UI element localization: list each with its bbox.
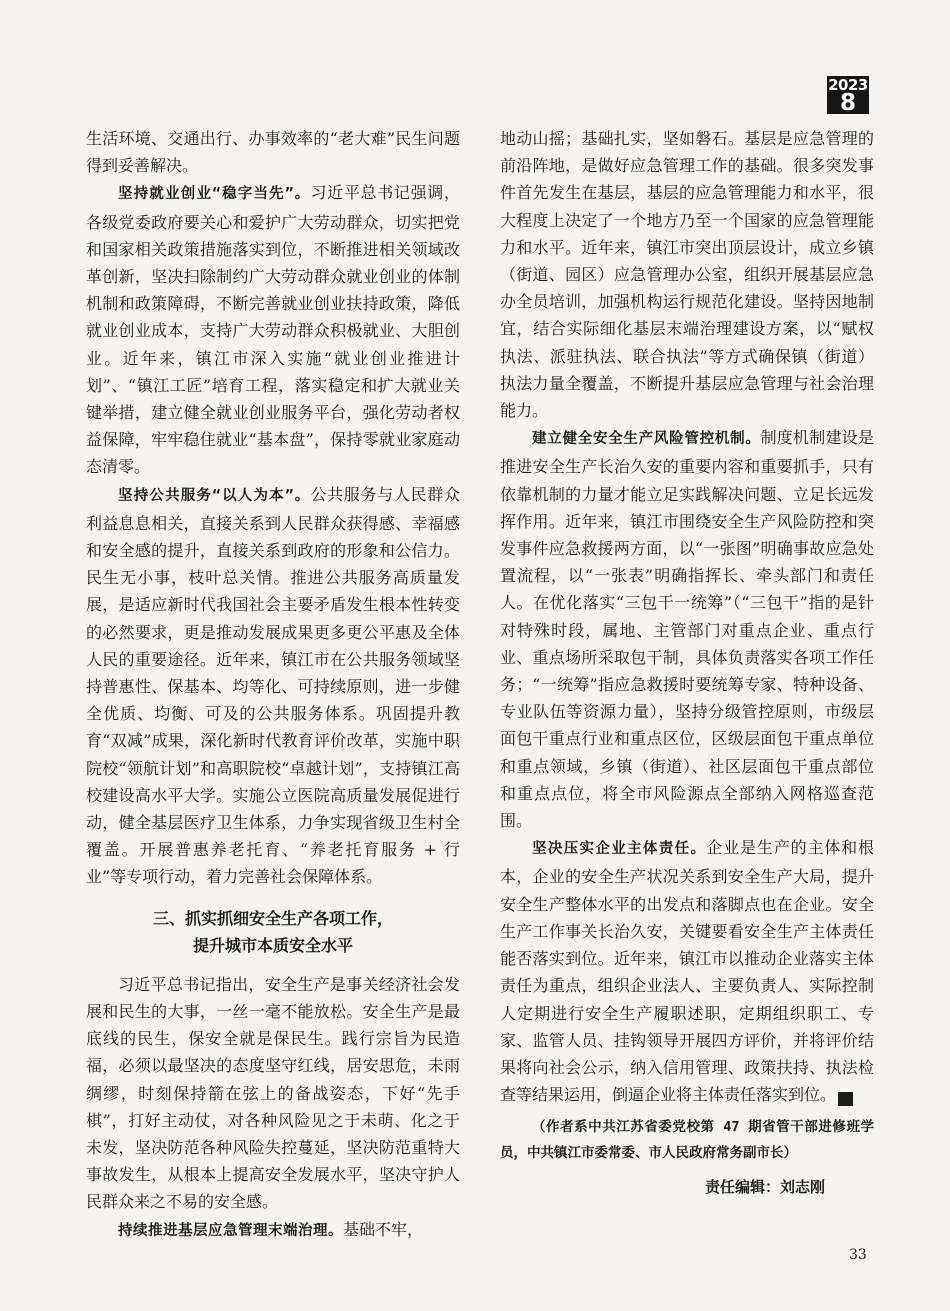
paragraph-grassroots-continued: 地动山摇；基础扎实，坚如磐石。基层是应急管理的前沿阵地，是做好应急管理工作的基础。很多突发事件首先发生在基层，基层的应急管理能力和水平，很大程度上决定了一个地方乃至一个国家的应急管理能力和水平。近年来，镇江市突出顶层设计，成立乡镇（街道、园区）应急管理办公室，组织开展基层应急办全员培训，加强机构运行规范化建设。坚持因地制宜，结合实际细化基层末端治理建设方案，以“赋权执法、派驻执法、联合执法”等方式确保镇（街道）执法力量全覆盖，不断提升基层应急管理与社会治理能力。: [500, 129, 874, 421]
right-column: [500, 125, 881, 1198]
paragraph-lead: 坚决压实企业主体责任。: [532, 841, 707, 858]
section-heading: [86, 905, 460, 959]
paragraph-body: 企业是生产的主体和根本，企业的安全生产状况关系到安全生产大局，提升安全生产整体水平的出发点和落脚点也在企业。安全生产工作事关长治久安，关键要看安全生产主体责任能否落实到位。近年来，镇江市以推动企业落实主体责任为重点，组织企业法人、主要负责人、实际控制人定期进行安全生产履职述职，定期组织职工、专家、监管人员、挂钩领导开展四方评价，并将评价结果将向社会公示，纳入信用管理、政策扶持、执法检查等结果运用，倒逼企业将主体责任落实到位。: [500, 838, 874, 1105]
paragraph-lead: 坚持公共服务“以人为本”。: [118, 487, 311, 504]
paragraph-lead: 建立健全安全生产风险管控机制。: [532, 431, 761, 448]
end-of-article-icon: 签: [838, 1092, 853, 1106]
paragraph-safety-intro: 习近平总书记指出，安全生产是事关经济社会发展和民生的大事，一丝一毫不能放松。安全生产是最底线的民生，保安全就是保民生。践行宗旨为民造福，必须以最坚决的态度坚守红线，居安思危，未雨绸缪，时刻保持箭在弦上的备战姿态，下好“先手棋”，打好主动仗，对各种风险见之于未萌、化之于未发，坚决防范各种风险失控蔓延，坚决防范重特大事故发生，从根本上提高安全发展水平，坚决守护人民群众来之不易的安全感。: [86, 974, 460, 1212]
paragraph-body: 习近平总书记强调，各级党委政府要关心和爱护广大劳动群众，切实把党和国家相关政策措施落实到位，不断推进相关领域改革创新，坚决扫除制约广大劳动群众就业创业的体制机制和政策障碍，不断完善就业创业扶持政策，降低就业创业成本，支持广大劳动群众积极就业、大胆创业。近年来，镇江市深入实施“就业创业推进计划”、“镇江工匠”培育工程，落实稳定和扩大就业关键举措，建立健全就业创业服务平台，强化劳动者权益保障，牢牢稳住就业“基本盘”，保持零就业家庭动态清零。: [86, 183, 460, 477]
left-column: [86, 125, 460, 1245]
paragraph-lead: 坚持就业创业“稳字当先”。: [118, 186, 311, 203]
page-number: 33: [849, 1247, 867, 1263]
paragraph-employment: [86, 179, 460, 480]
author-note: （作者系中共江苏省委党校第 47 期省管干部进修班学员，中共镇江市委常委、市人民政府常务副市长）: [500, 1119, 874, 1162]
responsible-editor: 责任编辑：刘志刚: [705, 1178, 826, 1197]
paragraph-enterprise-responsibility: [500, 834, 881, 1108]
issue-year: 2023: [828, 76, 868, 94]
paragraph-lead: 持续推进基层应急管理末端治理。: [118, 1222, 343, 1239]
section-heading-line1: 三、抓实抓细安全生产各项工作，: [152, 908, 393, 928]
paragraph-grassroots: [86, 1216, 460, 1245]
section-heading-line2: 提升城市本质安全水平: [192, 935, 353, 955]
paragraph-risk-control: [500, 424, 874, 834]
paragraph-body: 公共服务与人民群众利益息息相关，直接关系到人民群众获得感、幸福感和安全感的提升，直接关系到政府的形象和公信力。民生无小事，枝叶总关情。推进公共服务高质量发展，是适应新时代我国社会主要矛盾发生根本性转变的必然要求，更是推动发展成果更多更公平惠及全体人民的重要途径。近年来，镇江市在公共服务领域坚持普惠性、保基本、均等化、可持续原则，进一步健全优质、均衡、可及的公共服务体系。巩固提升教育“双减”成果，深化新时代教育评价改革，实施中职院校“领航计划”和高职院校“卓越计划”，支持镇江高校建设高水平大学。实施公立医院高质量发展促进行动，健全基层医疗卫生体系，力争实现省级卫生村全覆盖。开展普惠养老托育、“养老托育服务 + 行业”等专项行动，着力完善社会保障体系。: [86, 484, 460, 887]
paragraph-public-service: [86, 481, 460, 891]
issue-badge: [827, 76, 869, 114]
issue-number: 8: [839, 90, 856, 116]
paragraph-body: 基础不牢，: [343, 1219, 424, 1239]
paragraph-body: 制度机制建设是推进安全生产长治久安的重要内容和重要抓手，只有依靠机制的力量才能立足实践解决问题、立足长远发挥作用。近年来，镇江市围绕安全生产风险防控和突发事件应急救援两方面，以“一张图”明确事故应急处置流程，以“一张表”明确指挥长、牵头部门和责任人。在优化落实“三包干一统筹”（“三包干”指的是针对特殊时段，属地、主管部门对重点企业、重点行业、重点场所采取包干制，具体负责落实各项工作任务；“一统筹”指应急救援时要统筹专家、特种设备、专业队伍等资源力量），坚持分级管控原则，市级层面包干重点行业和重点区位，区级层面包干重点单位和重点领域，乡镇（街道）、社区层面包干重点部位和重点点位，将全市风险源点全部纳入网格巡查范围。: [500, 428, 874, 831]
paragraph-continuation: 生活环境、交通出行、办事效率的“老大难”民生问题得到妥善解决。: [86, 129, 460, 176]
